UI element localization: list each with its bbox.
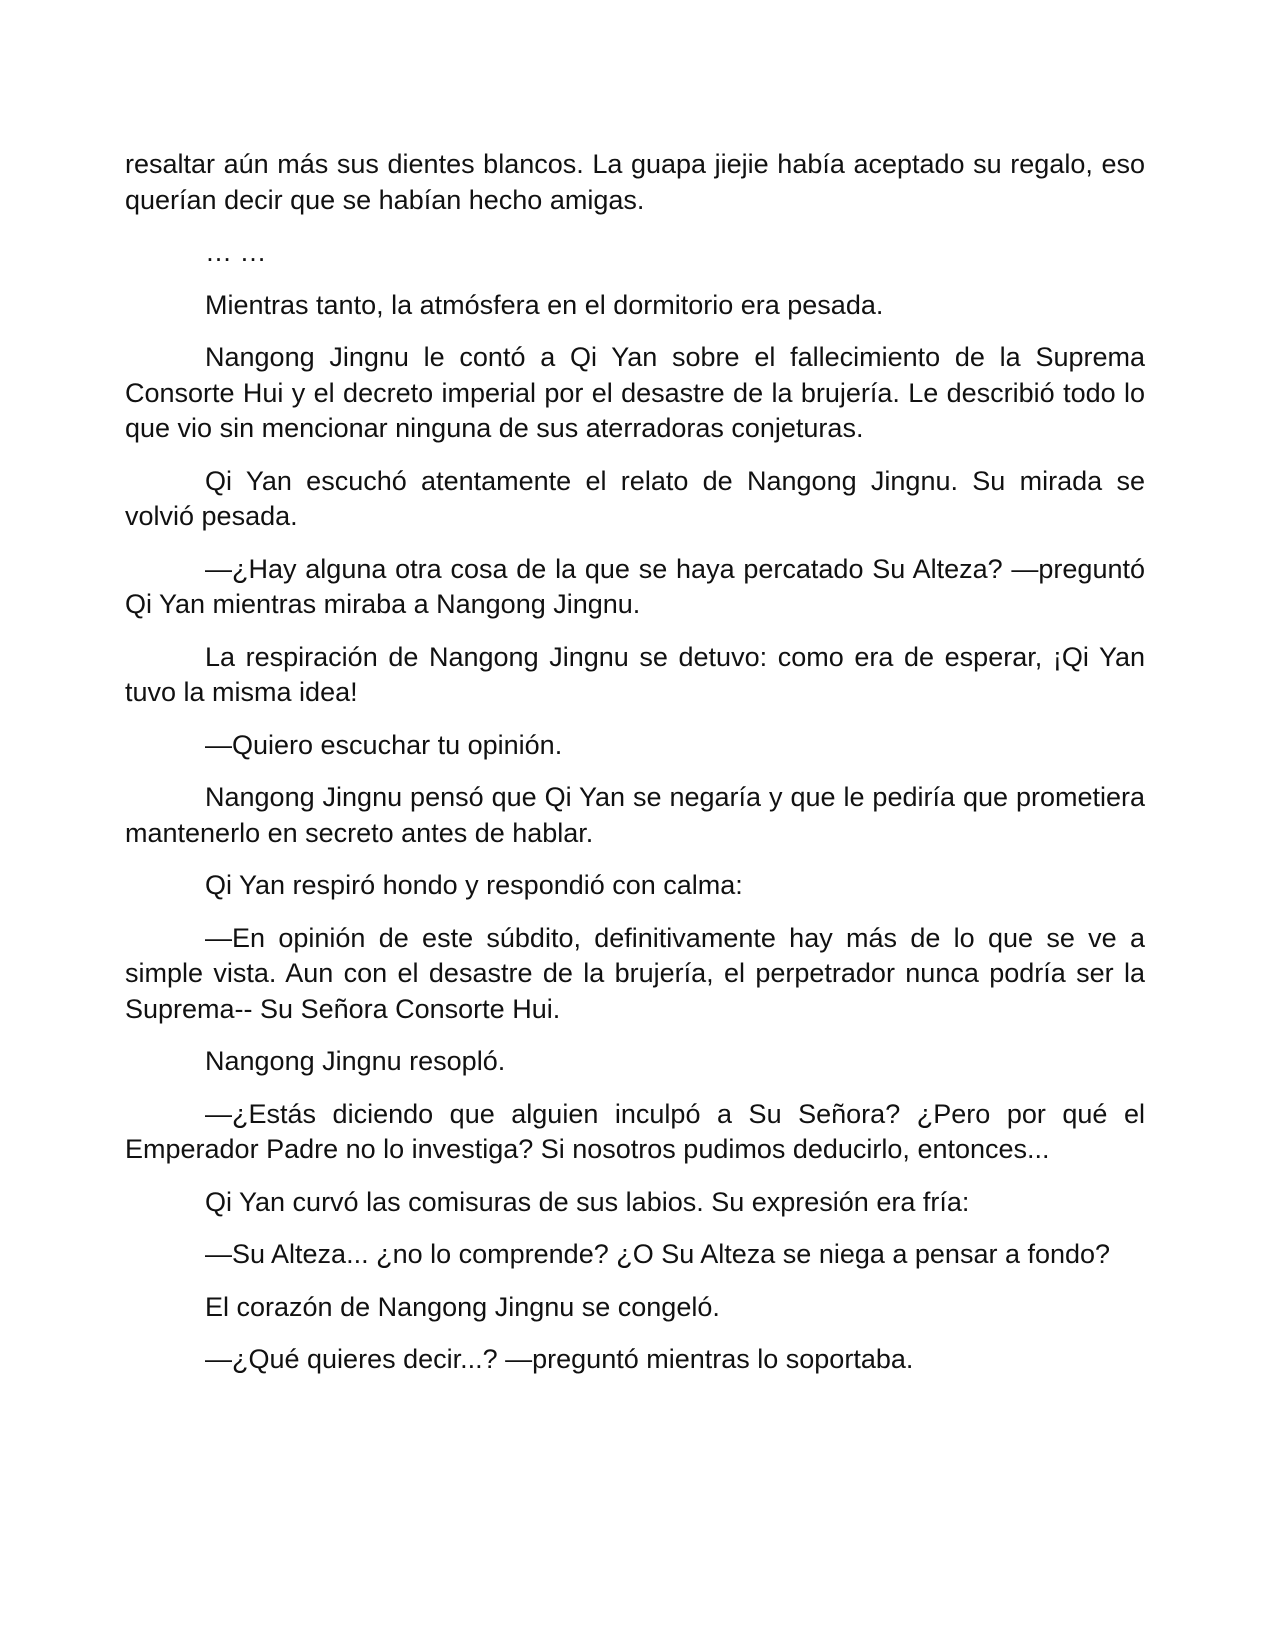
paragraph: resaltar aún más sus dientes blancos. La guapa jiejie había aceptado su regalo, eso querían decir que se habían hecho amigas. bbox=[125, 149, 1145, 215]
paragraph: Qi Yan respiró hondo y respondió con calma: bbox=[205, 870, 743, 900]
paragraph: … … bbox=[205, 237, 267, 267]
paragraph: —¿Estás diciendo que alguien inculpó a Su Señora? ¿Pero por qué el Emperador Padre no lo investiga? Si nosotros pudimos deducirlo, entonces... bbox=[125, 1098, 1145, 1164]
paragraph: —En opinión de este súbdito, definitivamente hay más de lo que se ve a simple vista. Aun con el desastre de la brujería, el perpetrador nunca podría ser la Suprema-- Su Señora Consorte Hui. bbox=[125, 922, 1145, 1024]
paragraph: —Quiero escuchar tu opinión. bbox=[205, 729, 563, 760]
paragraph: Nangong Jingnu pensó que Qi Yan se negaría y que le pediría que prometiera mantenerlo en secreto antes de hablar. bbox=[125, 782, 1145, 848]
paragraph: Nangong Jingnu le contó a Qi Yan sobre el fallecimiento de la Suprema Consorte Hui y el decreto imperial por el desastre de la brujería. Le describió todo lo que vio sin mencionar ninguna de sus aterradoras conjeturas. bbox=[125, 342, 1145, 443]
paragraph: Nangong Jingnu resopló. bbox=[205, 1046, 506, 1076]
paragraph: —Su Alteza... ¿no lo comprende? ¿O Su Alteza se niega a pensar a fondo? bbox=[205, 1239, 1111, 1269]
paragraph: —¿Qué quieres decir...? —preguntó mientras lo soportaba. bbox=[205, 1344, 914, 1374]
paragraph: Mientras tanto, la atmósfera en el dormitorio era pesada. bbox=[205, 289, 884, 320]
paragraph: Qi Yan curvó las comisuras de sus labios. Su expresión era fría: bbox=[205, 1186, 970, 1217]
paragraph: —¿Hay alguna otra cosa de la que se haya percatado Su Alteza? —preguntó Qi Yan mientras miraba a Nangong Jingnu. bbox=[125, 553, 1145, 619]
body-text bbox=[125, 147, 1145, 1395]
paragraph: Qi Yan escuchó atentamente el relato de Nangong Jingnu. Su mirada se volvió pesada. bbox=[125, 465, 1145, 531]
paragraph: El corazón de Nangong Jingnu se congeló. bbox=[205, 1291, 720, 1322]
paragraph: La respiración de Nangong Jingnu se detuvo: como era de esperar, ¡Qi Yan tuvo la misma idea! bbox=[125, 641, 1145, 707]
